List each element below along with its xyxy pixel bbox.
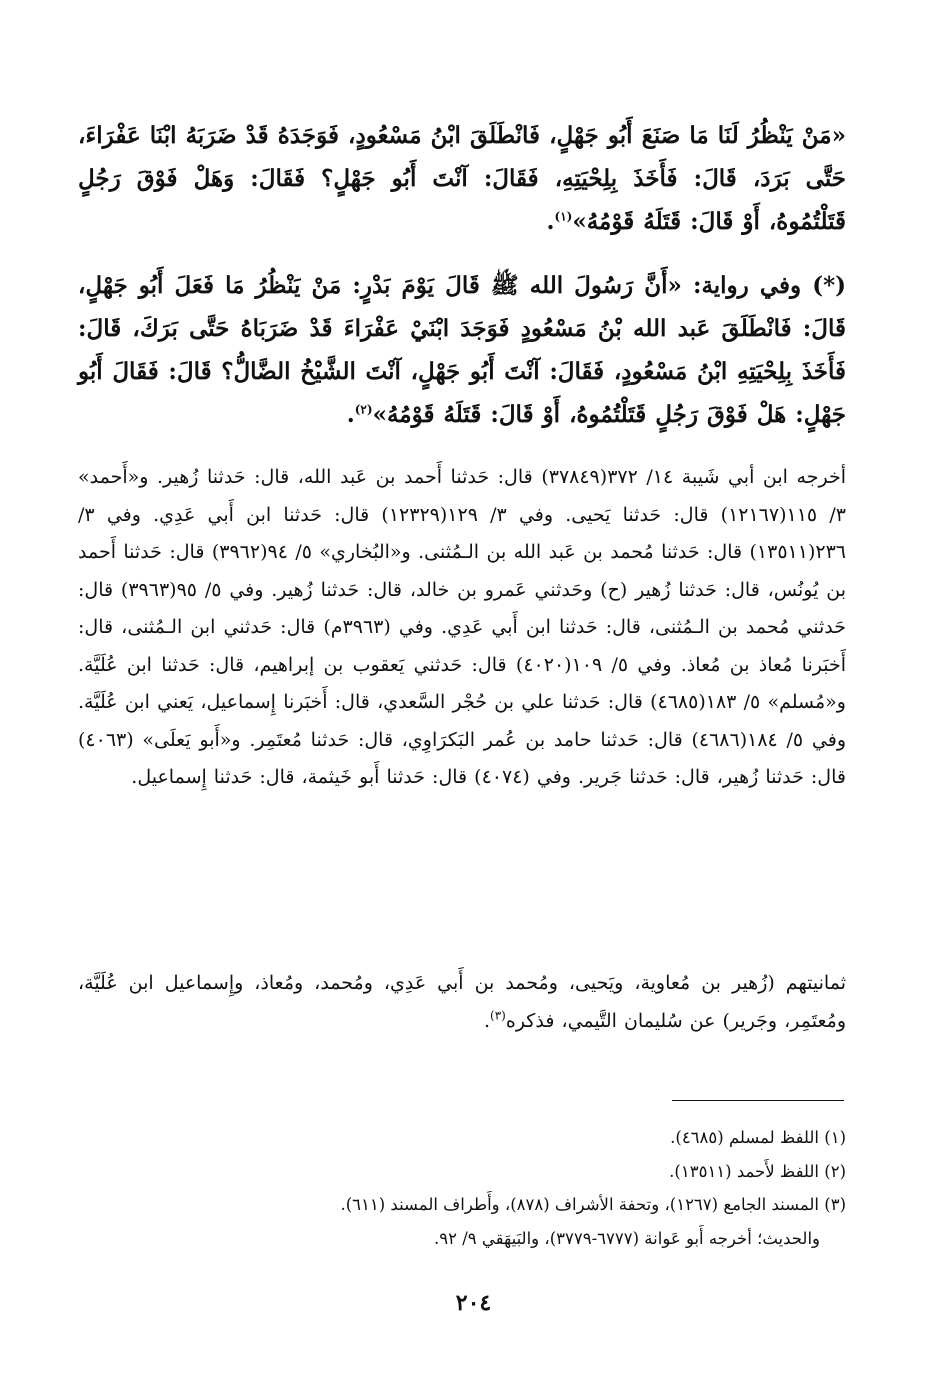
hadith-variant-body: (*) وفي رواية: «أَنَّ رَسُولَ الله ﷺ قَالَ يَوْمَ بَدْرٍ: مَنْ يَنْظُرُ مَا فَعَلَ أَبُو جَهْلٍ، قَالَ: فَانْطَلَقَ عَبد الله بْنُ مَسْعُودٍ فَوَجَدَ ابْنَيْ عَفْرَاءَ قَدْ ضَرَبَاهُ حَتَّى بَرَكَ، قَالَ: فَأَخَذَ بِلِحْيَتِهِ ابْنُ مَسْعُودٍ، فَقَالَ: آنْتَ أَبُو جَهْلٍ، آنْتَ الشَّيْخُ الضَّالُّ؟ قَالَ: فَقَالَ أَبُو جَهْلٍ: هَلْ فَوْقَ رَجُلٍ قَتَلْتُمُوهُ، أَوْ قَالَ: قَتَلَهُ قَوْمُهُ»: [78, 272, 846, 428]
summary-paragraph: [78, 965, 846, 1040]
hadith-main-end: .: [546, 208, 555, 235]
takhrij-paragraph: [78, 459, 846, 797]
footnote-ref-2[interactable]: (٢): [354, 402, 373, 417]
footnotes-section: [160, 1121, 846, 1255]
takhrij-body: أخرجه ابن أبي شَيبة ١٤/ ٣٧٢(٣٧٨٤٩) قال: حَدثنا أَحمد بن عَبد الله، قال: حَدثنا زُهير. و«أَحمد» ٣/ ١١٥(١٢١٦٧) قال: حَدثنا يَحيى. وفي ٣/ ١٢٩(١٢٣٢٩) قال: حَدثنا ابن أَبي عَدِي. وفي ٣/ ٢٣٦(١٣٥١١) قال: حَدثنا مُحمد بن عَبد الله بن الـمُثنى. و«البُخاري» ٥/ ٩٤(٣٩٦٢) قال: حَدثنا أَحمد بن يُونُس، قال: حَدثنا زُهير (ح) وحَدثني عَمرو بن خالد، قال: حَدثنا زُهير. وفي ٥/ ٩٥(٣٩٦٣) قال: حَدثني مُحمد بن الـمُثنى، قال: حَدثنا ابن أَبي عَدِي. وفي (٣٩٦٣م) قال: حَدثني ابن الـمُثنى، قال: أَخبَرنا مُعاذ بن مُعاذ. وفي ٥/ ١٠٩(٤٠٢٠) قال: حَدثني يَعقوب بن إبراهيم، قال: حَدثنا ابن عُلَيَّة. و«مُسلم» ٥/ ١٨٣(٤٦٨٥) قال: حَدثنا علي بن حُجْر السَّعدي، قال: أَخبَرنا إِسماعيل، يَعني ابن عُلَيَّة. وفي ٥/ ١٨٤(٤٦٨٦) قال: حَدثنا حامد بن عُمر البَكرَاوِي، قال: حَدثنا مُعتَمِر. و«أَبو يَعلَى» (٤٠٦٣) قال: حَدثنا زُهير، قال: حَدثنا جَرير. وفي (٤٠٧٤) قال: حَدثنا أَبو خَيثمة، قال: حَدثنا إِسماعيل.: [78, 466, 846, 788]
hadith-variant-text: [78, 264, 846, 436]
hadith-variant-end: .: [346, 401, 355, 428]
footnote-2: (٢) اللفظ لأَحمد (١٣٥١١).: [669, 1161, 846, 1181]
hadith-main-text: [78, 114, 846, 243]
hadith-main-body: «مَنْ يَنْظُرُ لَنَا مَا صَنَعَ أَبُو جَهْلٍ، فَانْطَلَقَ ابْنُ مَسْعُودٍ، فَوَجَدَهُ قَدْ ضَرَبَهُ ابْنَا عَفْرَاءَ، حَتَّى بَرَدَ، قَالَ: فَأَخَذَ بِلِحْيَتِهِ، فَقَالَ: آنْتَ أَبُو جَهْلٍ؟ فَقَالَ: وَهَلْ فَوْقَ رَجُلٍ قَتَلْتُمُوهُ، أَوْ قَالَ: قَتَلَهُ قَوْمُهُ»: [78, 122, 846, 235]
footnote-3-continuation: والحديث؛ أخرجه أَبو عَوانة (٦٧٧٧-٣٧٧٩)، والبَيهَقي ٩/ ٩٢.: [433, 1228, 820, 1248]
page-number: ٢٠٤: [455, 1290, 492, 1316]
summary-end: .: [483, 1009, 491, 1032]
footnote-3: (٣) المسند الجامع (١٢٦٧)، وتحفة الأشراف (٨٧٨)، وأَطراف المسند (٦١١).: [340, 1195, 846, 1214]
footnote-ref-1[interactable]: (١): [554, 209, 573, 224]
footnote-ref-3[interactable]: (٣): [490, 1008, 506, 1023]
footnote-divider: [672, 1100, 844, 1101]
footnote-1: (١) اللفظ لمسلم (٤٦٨٥).: [670, 1128, 846, 1147]
summary-body: ثمانيتهم (زُهير بن مُعاوية، ويَحيى، ومُحمد بن أَبي عَدِي، ومُحمد، ومُعاذ، وإِسماعيل ابن عُلَيَّة، ومُعتَمِر، وجَرير) عن سُليمان التَّيمي، فذكره: [78, 972, 846, 1032]
